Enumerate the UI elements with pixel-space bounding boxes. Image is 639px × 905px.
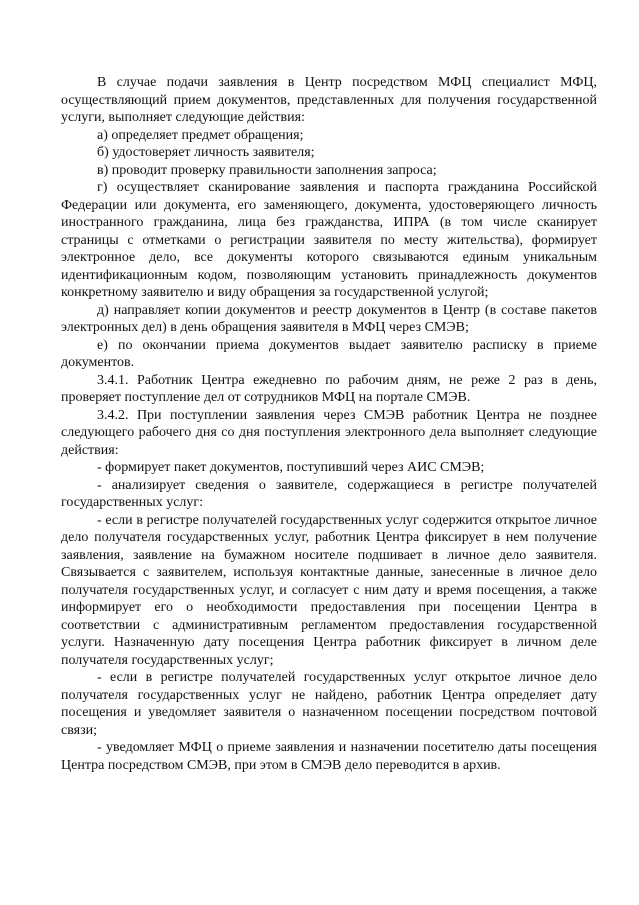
paragraph-item-v: в) проводит проверку правильности заполнения запроса; [97, 162, 437, 178]
paragraph-dash-1: - формирует пакет документов, поступивший через АИС СМЭВ; [97, 460, 485, 475]
paragraph-intro: В случае подачи заявления в Центр посредством МФЦ специалист МФЦ, осуществляющий прием документов, представленных для получения государственной услуги, выполняет следующие действия: [61, 75, 597, 125]
document-page [61, 74, 597, 774]
paragraph-dash-4: - если в регистре получателей государственных услуг открытое личное дело получателя государственных услуг не найдено, работник Центра определяет дату посещения и уведомляет заявителя о назначенном посещении посредством почтовой связи; [61, 670, 597, 738]
paragraph-item-a: а) определяет предмет обращения; [97, 127, 304, 143]
paragraph-item-e: е) по окончании приема документов выдает заявителю расписку в приеме документов. [61, 337, 597, 370]
paragraph-item-d: д) направляет копии документов и реестр документов в Центр (в составе пакетов электронных дел) в день обращения заявителя в МФЦ через СМЭВ; [61, 302, 597, 335]
paragraph-dash-2: - анализирует сведения о заявителе, содержащиеся в регистре получателей государственных услуг: [61, 477, 597, 510]
paragraph-item-b: б) удостоверяет личность заявителя; [97, 145, 315, 160]
paragraph-dash-3: - если в регистре получателей государственных услуг содержится открытое личное дело получателя государственных услуг, работник Центра фиксирует в нем получение заявления, заявление на бумажном носителе подшивает в личное дело заявителя. Связывается с заявителем, используя контактные данные, занесенные в личное дело получателя государственных услуг, и согласует с ним дату и время посещения, а также информирует его о необходимости предоставления при посещении Центра в соответствии с административным регламентом предоставления государственной услуги. Назначенную дату посещения Центра работник фиксирует в личном деле получателя государственных услуг; [61, 512, 597, 668]
paragraph-item-g: г) осуществляет сканирование заявления и паспорта гражданина Российской Федерации или документа, его заменяющего, документа, удостоверяющего личность иностранного гражданина, лица без гражданства, ИПРА (в том числе сканирует страницы с отметками о регистрации заявителя по месту жительства), формирует электронное дело, все документы которого связываются единым уникальным идентификационным кодом, позволяющим установить принадлежность документов конкретному заявителю и виду обращения за государственной услугой; [61, 180, 597, 300]
paragraph-3-4-1: 3.4.1. Работник Центра ежедневно по рабочим дням, не реже 2 раз в день, проверяет поступление дел от сотрудников МФЦ на портале СМЭВ. [61, 372, 597, 405]
paragraph-dash-5: - уведомляет МФЦ о приеме заявления и назначении посетителю даты посещения Центра посредством СМЭВ, при этом в СМЭВ дело переводится в архив. [61, 740, 597, 773]
paragraph-3-4-2: 3.4.2. При поступлении заявления через СМЭВ работник Центра не позднее следующего рабочего дня со дня поступления электронного дела выполняет следующие действия: [61, 407, 597, 458]
